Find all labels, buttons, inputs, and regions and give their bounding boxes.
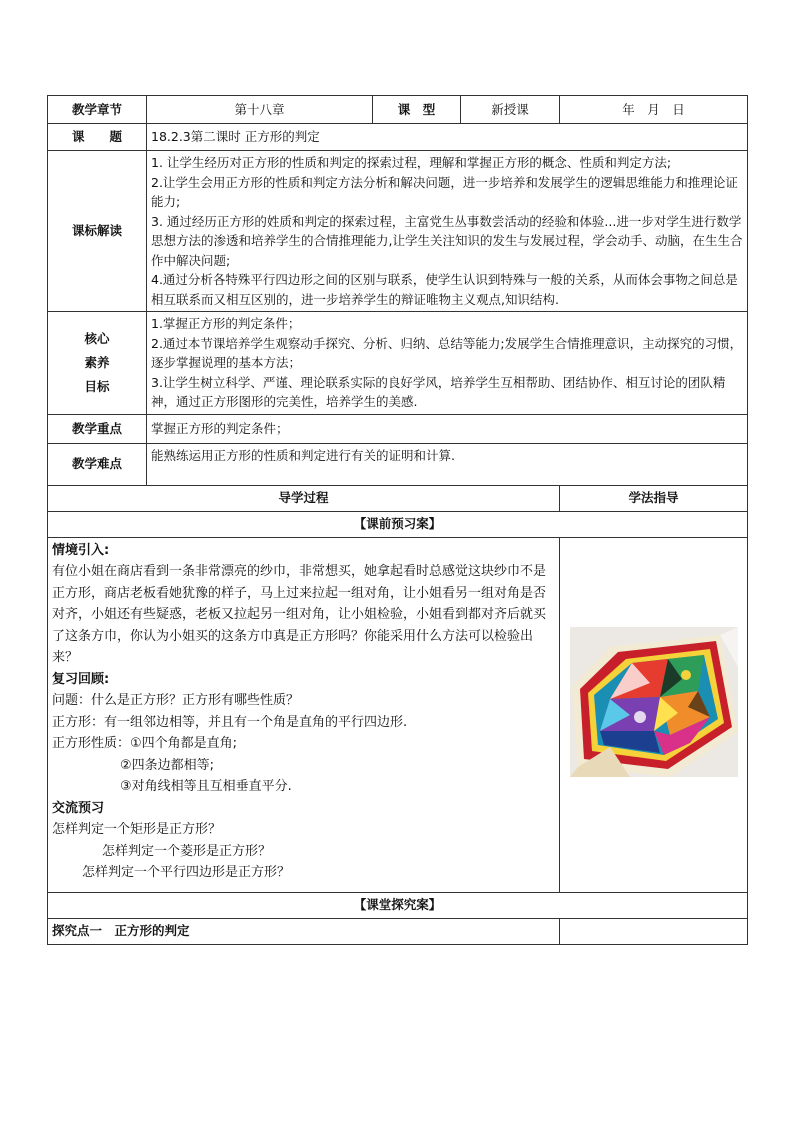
standards-item-1: 1. 让学生经历对正方形的性质和判定的探索过程，理解和掌握正方形的概念、性质和判定方法; [151, 155, 672, 170]
preview-content-row [48, 537, 748, 892]
exchange-title: 交流预习 [52, 800, 105, 816]
chapter-value: 第十八章 [147, 96, 373, 124]
standards-item-3: 3. 通过经历正方形的姓质和判定的探索过程，主富党生丛事数尝活动的经验和体验...进一步对学生进行数学思想方法的渗透和培养学生的合情推理能力,让学生关注知识的发生与发展过程，学会动手、动脑，在生生合作中解决问题; [151, 213, 743, 268]
standards-item-2: 2.让学生会用正方形的性质和判定方法分析和解决问题，进一步培养和发展学生的逻辑思维能力和推理论证能力; [151, 174, 738, 209]
core-item-3: 3.让学生树立科学、严谨、理论联系实际的良好学风，培养学生互相帮助、团结协作、相互讨论的团队精神，通过正方形图形的完美性，培养学生的美感. [151, 374, 726, 409]
core-item-1: 1.掌握正方形的判定条件； [151, 316, 301, 331]
process-header: 导学过程 [48, 485, 560, 511]
core-label-line-3: 目标 [84, 378, 110, 394]
exchange-question-2: 怎样判定一个菱形是正方形？ [102, 843, 272, 859]
classroom-header: 【课堂探究案】 [48, 892, 748, 918]
square-property-2: ②四条边都相等; [120, 757, 215, 773]
guidance-cell [560, 537, 748, 892]
date-field: 年 月 日 [560, 96, 748, 124]
review-question: 问题：什么是正方形？正方形有哪些性质？ [52, 693, 300, 708]
intro-text: 有位小姐在商店看到一条非常漂亮的纱巾，非常想买，她拿起看时总感觉这块纱巾不是正方形，商店老板看她犹豫的样子，马上过来拉起一组对角，让小姐看另一组对角是否对齐，小姐还有些疑惑，老板又拉起另一组对角，让小姐检验，小姐看到都对齐后就买了这条方巾，你认为小姐买的这条方巾真是正方形吗？你能采用什么方法可以检验出来？ [52, 564, 547, 665]
core-label-line-2: 素养 [84, 354, 110, 370]
silk-scarf-photo [570, 627, 738, 777]
key-point-label: 教学重点 [48, 414, 147, 443]
topic-label: 课 题 [48, 124, 147, 151]
lesson-plan-table [47, 95, 748, 945]
core-item-2: 2.通过本节课培养学生观察动手探究、分析、归纳、总结等能力;发展学生合情推理意识，主动探究的习惯，逐步掌握说理的基本方法； [151, 335, 743, 370]
preview-header-row [48, 511, 748, 537]
key-point-value: 掌握正方形的判定条件； [147, 414, 748, 443]
intro-title: 情境引入: [52, 542, 110, 558]
core-label [48, 312, 147, 415]
type-value: 新授课 [461, 96, 560, 124]
standards-item-4: 4.通过分析各特殊平行四边形之间的区别与联系，使学生认识到特殊与一般的关系，从而体会事物之间总是相互联系而又相互区别的，进一步培养学生的辩证唯物主义观点,知识结构. [151, 272, 738, 307]
topic-value: 18.2.3第二课时 正方形的判定 [147, 124, 748, 151]
process-header-row [48, 485, 748, 511]
core-row [48, 312, 748, 415]
review-title: 复习回顾: [52, 671, 110, 687]
difficulty-row [48, 443, 748, 485]
square-property-3: ③对角线相等且互相垂直平分. [120, 779, 292, 794]
topic-row [48, 124, 748, 151]
preview-content [48, 537, 560, 892]
key-point-row [48, 414, 748, 443]
square-property-1: 正方形性质：①四个角都是直角; [52, 736, 238, 751]
exchange-question-3: 怎样判定一个平行四边形是正方形？ [82, 865, 291, 880]
difficulty-label: 教学难点 [48, 443, 147, 485]
explore-point-1: 探究点一 正方形的判定 [48, 918, 560, 944]
standards-label: 课标解读 [48, 151, 147, 312]
type-label: 课 型 [373, 96, 461, 124]
explore-guidance-cell [560, 918, 748, 944]
classroom-header-row [48, 892, 748, 918]
standards-row [48, 151, 748, 312]
header-row [48, 96, 748, 124]
chapter-label: 教学章节 [48, 96, 147, 124]
core-label-line-1: 核心 [84, 330, 110, 346]
preview-header: 【课前预习案】 [48, 511, 748, 537]
exchange-question-1: 怎样判定一个矩形是正方形？ [52, 822, 222, 837]
explore-row [48, 918, 748, 944]
difficulty-value: 能熟练运用正方形的性质和判定进行有关的证明和计算. [147, 443, 748, 485]
guidance-header: 学法指导 [560, 485, 748, 511]
square-definition: 正方形：有一组邻边相等，并且有一个角是直角的平行四边形. [52, 714, 408, 730]
